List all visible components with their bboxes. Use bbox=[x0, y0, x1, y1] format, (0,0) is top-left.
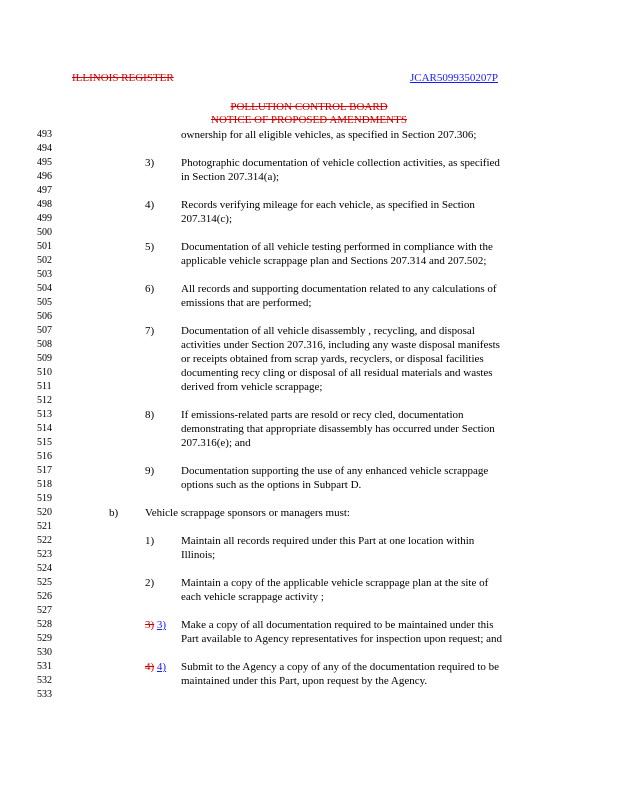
item-7-line: or receipts obtained from scrap yards, recyclers, or disposal facilities bbox=[181, 353, 484, 365]
subsection-b-text: Vehicle scrappage sponsors or managers must: bbox=[145, 507, 350, 519]
item-7-line: documenting recy cling or disposal of all residual materials and wastes bbox=[181, 367, 493, 379]
line-number: 511 bbox=[37, 381, 52, 392]
deleted-number: 3) bbox=[145, 619, 155, 631]
b4-line: maintained under this Part, upon request by the Agency. bbox=[181, 675, 428, 687]
line-number: 497 bbox=[37, 185, 52, 196]
item-8-line: If emissions-related parts are resold or recy cled, documentation bbox=[181, 409, 464, 421]
line-number: 501 bbox=[37, 241, 52, 252]
line-number: 505 bbox=[37, 297, 52, 308]
b-item-number-1: 1) bbox=[145, 535, 155, 547]
inserted-number: 3) bbox=[156, 619, 167, 631]
text-line-493: ownership for all eligible vehicles, as specified in Section 207.306; bbox=[181, 129, 477, 141]
register-title: ILLINOIS REGISTER bbox=[72, 72, 174, 84]
item-6-line: emissions that are performed; bbox=[181, 297, 312, 309]
line-number: 496 bbox=[37, 171, 52, 182]
line-number: 518 bbox=[37, 479, 52, 490]
line-number: 517 bbox=[37, 465, 52, 476]
item-number-8: 8) bbox=[145, 409, 155, 421]
item-4-line: Records verifying mileage for each vehicle, as specified in Section bbox=[181, 199, 475, 211]
line-number: 533 bbox=[37, 689, 52, 700]
line-number: 526 bbox=[37, 591, 52, 602]
inserted-number: 4) bbox=[156, 661, 167, 673]
line-number: 493 bbox=[37, 129, 52, 140]
item-number-4: 4) bbox=[145, 199, 155, 211]
b2-line: each vehicle scrappage activity ; bbox=[181, 591, 324, 603]
line-number: 529 bbox=[37, 633, 52, 644]
line-number: 532 bbox=[37, 675, 52, 686]
board-title: POLLUTION CONTROL BOARD bbox=[230, 101, 388, 113]
line-number: 506 bbox=[37, 311, 52, 322]
item-number-6: 6) bbox=[145, 283, 155, 295]
b1-line: Illinois; bbox=[181, 549, 216, 561]
line-number: 510 bbox=[37, 367, 52, 378]
line-number: 521 bbox=[37, 521, 52, 532]
line-number: 530 bbox=[37, 647, 52, 658]
line-number: 495 bbox=[37, 157, 52, 168]
item-9-line: Documentation supporting the use of any enhanced vehicle scrappage bbox=[181, 465, 489, 477]
deleted-number: 4) bbox=[145, 661, 155, 673]
item-number-7: 7) bbox=[145, 325, 155, 337]
line-number: 523 bbox=[37, 549, 52, 560]
item-7-line: Documentation of all vehicle disassembly , recycling, and disposal bbox=[181, 325, 475, 337]
b4-line: Submit to the Agency a copy of any of the documentation required to be bbox=[181, 661, 500, 673]
line-number: 528 bbox=[37, 619, 52, 630]
item-8-line: 207.316(e); and bbox=[181, 437, 251, 449]
line-number: 508 bbox=[37, 339, 52, 350]
item-3-line: Photographic documentation of vehicle collection activities, as specified bbox=[181, 157, 500, 169]
jcar-code-link[interactable]: JCAR5099350207P bbox=[410, 72, 499, 84]
item-number-3: 3) bbox=[145, 157, 155, 169]
line-number: 516 bbox=[37, 451, 52, 462]
line-number: 509 bbox=[37, 353, 52, 364]
b3-line: Make a copy of all documentation required to be maintained under this bbox=[181, 619, 494, 631]
line-number: 522 bbox=[37, 535, 52, 546]
line-number: 531 bbox=[37, 661, 52, 672]
line-number: 515 bbox=[37, 437, 52, 448]
line-number: 520 bbox=[37, 507, 52, 518]
subsection-b-number: b) bbox=[109, 507, 119, 519]
line-number: 527 bbox=[37, 605, 52, 616]
b-item-number-2: 2) bbox=[145, 577, 155, 589]
notice-title: NOTICE OF PROPOSED AMENDMENTS bbox=[211, 114, 407, 126]
line-number: 514 bbox=[37, 423, 52, 434]
item-7-line: derived from vehicle scrappage; bbox=[181, 381, 323, 393]
item-7-line: activities under Section 207.316, including any waste disposal manifests bbox=[181, 339, 500, 351]
b-item-number-4-change bbox=[145, 662, 166, 673]
item-5-line: Documentation of all vehicle testing performed in compliance with the bbox=[181, 241, 493, 253]
item-3-line: in Section 207.314(a); bbox=[181, 171, 280, 183]
b3-line: Part available to Agency representatives for inspection upon request; and bbox=[181, 633, 503, 645]
item-5-line: applicable vehicle scrappage plan and Sections 207.314 and 207.502; bbox=[181, 255, 487, 267]
line-number: 503 bbox=[37, 269, 52, 280]
line-number: 519 bbox=[37, 493, 52, 504]
item-8-line: demonstrating that appropriate disassembly has occurred under Section bbox=[181, 423, 495, 435]
line-number: 498 bbox=[37, 199, 52, 210]
line-number: 513 bbox=[37, 409, 52, 420]
item-number-9: 9) bbox=[145, 465, 155, 477]
line-number: 494 bbox=[37, 143, 52, 154]
b-item-number-3-change bbox=[145, 620, 166, 631]
item-6-line: All records and supporting documentation related to any calculations of bbox=[181, 283, 497, 295]
item-4-line: 207.314(c); bbox=[181, 213, 233, 225]
line-number: 524 bbox=[37, 563, 52, 574]
line-number: 500 bbox=[37, 227, 52, 238]
line-number: 504 bbox=[37, 283, 52, 294]
line-number: 507 bbox=[37, 325, 52, 336]
b2-line: Maintain a copy of the applicable vehicle scrappage plan at the site of bbox=[181, 577, 489, 589]
line-number: 512 bbox=[37, 395, 52, 406]
item-number-5: 5) bbox=[145, 241, 155, 253]
line-number: 502 bbox=[37, 255, 52, 266]
item-9-line: options such as the options in Subpart D. bbox=[181, 479, 362, 491]
b1-line: Maintain all records required under this Part at one location within bbox=[181, 535, 475, 547]
line-number: 525 bbox=[37, 577, 52, 588]
line-number: 499 bbox=[37, 213, 52, 224]
